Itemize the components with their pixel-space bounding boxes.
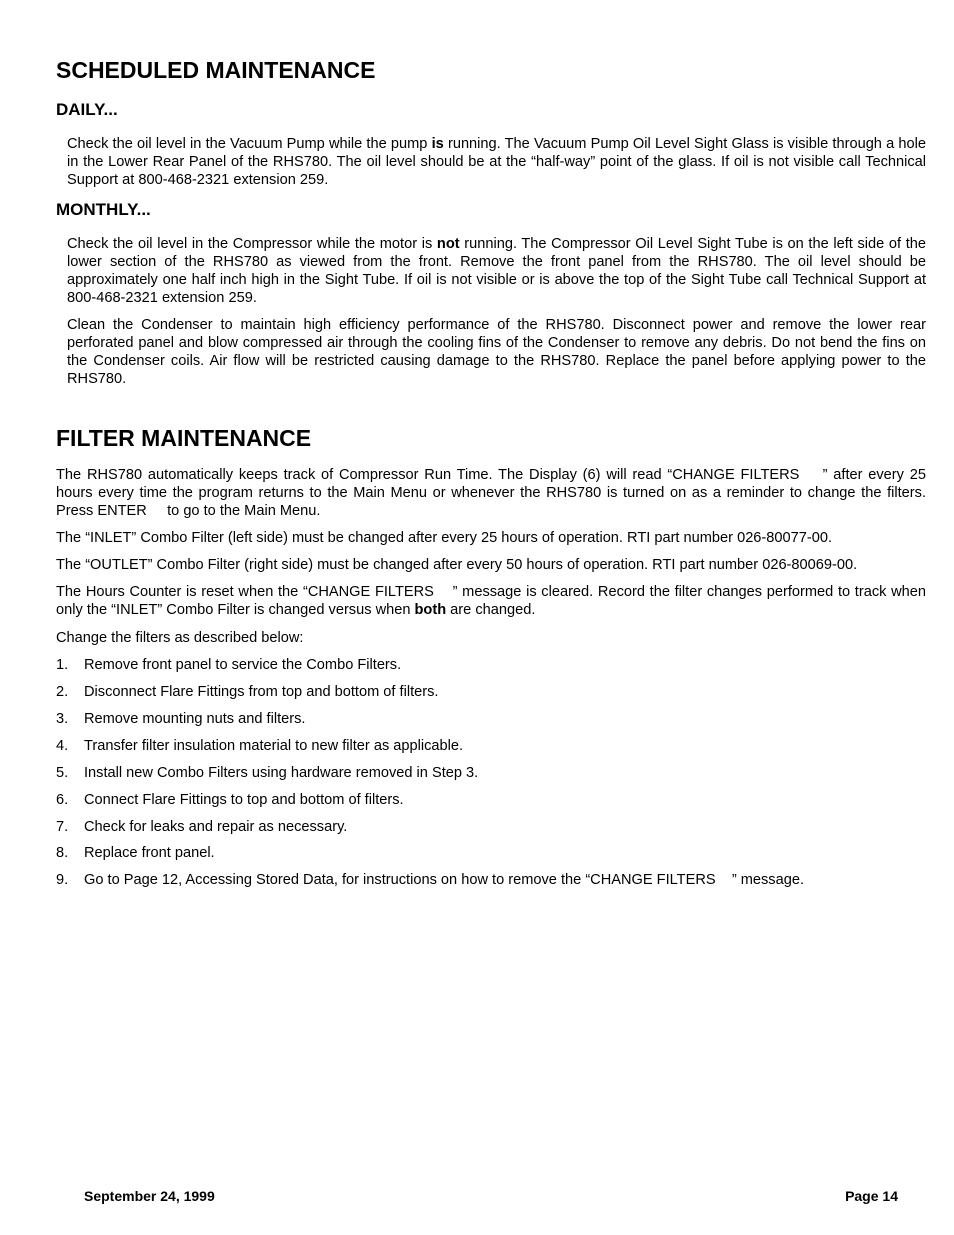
filter-paragraph-5: Change the filters as described below: <box>56 630 304 646</box>
footer-page-number: Page 14 <box>845 1188 898 1204</box>
monthly-paragraph-1: Check the oil level in the Compressor while the motor is not running. The Compressor Oil Level Sight Tube is on the left side of the lower section of the RHS780 as viewed from the front. Remove the front panel from the RHS780. The oil level should be approximately one half inch high in the Sight Tube. If oil is not visible or is above the top of the Sight Tube call Technical Support at 800-468-2321 extension 259. <box>67 236 926 306</box>
filter-paragraph-4: The Hours Counter is reset when the “CHANGE FILTERS ” message is cleared. Record the filter changes performed to track when only the “INLET” Combo Filter is changed versus when both are changed. <box>56 584 931 618</box>
scheduled-maintenance-title: SCHEDULED MAINTENANCE <box>56 57 376 83</box>
daily-heading: DAILY... <box>56 100 118 119</box>
filter-paragraph-1: The RHS780 automatically keeps track of Compressor Run Time. The Display (6) will read “CHANGE FILTERS ” after every 25 hours every time the program returns to the Main Menu or whenever the RHS780 is turned on as a reminder to change the filters. Press ENTER to go to the Main Menu. <box>56 467 931 519</box>
daily-paragraph: Check the oil level in the Vacuum Pump while the pump is running. The Vacuum Pump Oil Level Sight Glass is visible through a hole in the Lower Rear Panel of the RHS780. The oil level should be at the “half-way” point of the glass. If oil is not visible call Technical Support at 800-468-2321 extension 259. <box>67 136 927 188</box>
monthly-paragraph-2: Clean the Condenser to maintain high efficiency performance of the RHS780. Disconnect power and remove the lower rear perforated panel and blow compressed air through the cooling fins of the Condenser to remove any debris. Do not bend the fins on the Condenser coils. Air flow will be restricted causing damage to the RHS780. Replace the panel before applying power to the RHS780. <box>67 317 926 387</box>
filter-maintenance-title: FILTER MAINTENANCE <box>56 425 312 451</box>
footer-date: September 24, 1999 <box>84 1188 215 1204</box>
filter-paragraph-3: The “OUTLET” Combo Filter (right side) must be changed after every 50 hours of operation. RTI part number 026-80069-00. <box>56 557 858 573</box>
monthly-heading: MONTHLY... <box>56 200 151 219</box>
filter-paragraph-2: The “INLET” Combo Filter (left side) must be changed after every 25 hours of operation. RTI part number 026-80077-00. <box>56 530 833 546</box>
